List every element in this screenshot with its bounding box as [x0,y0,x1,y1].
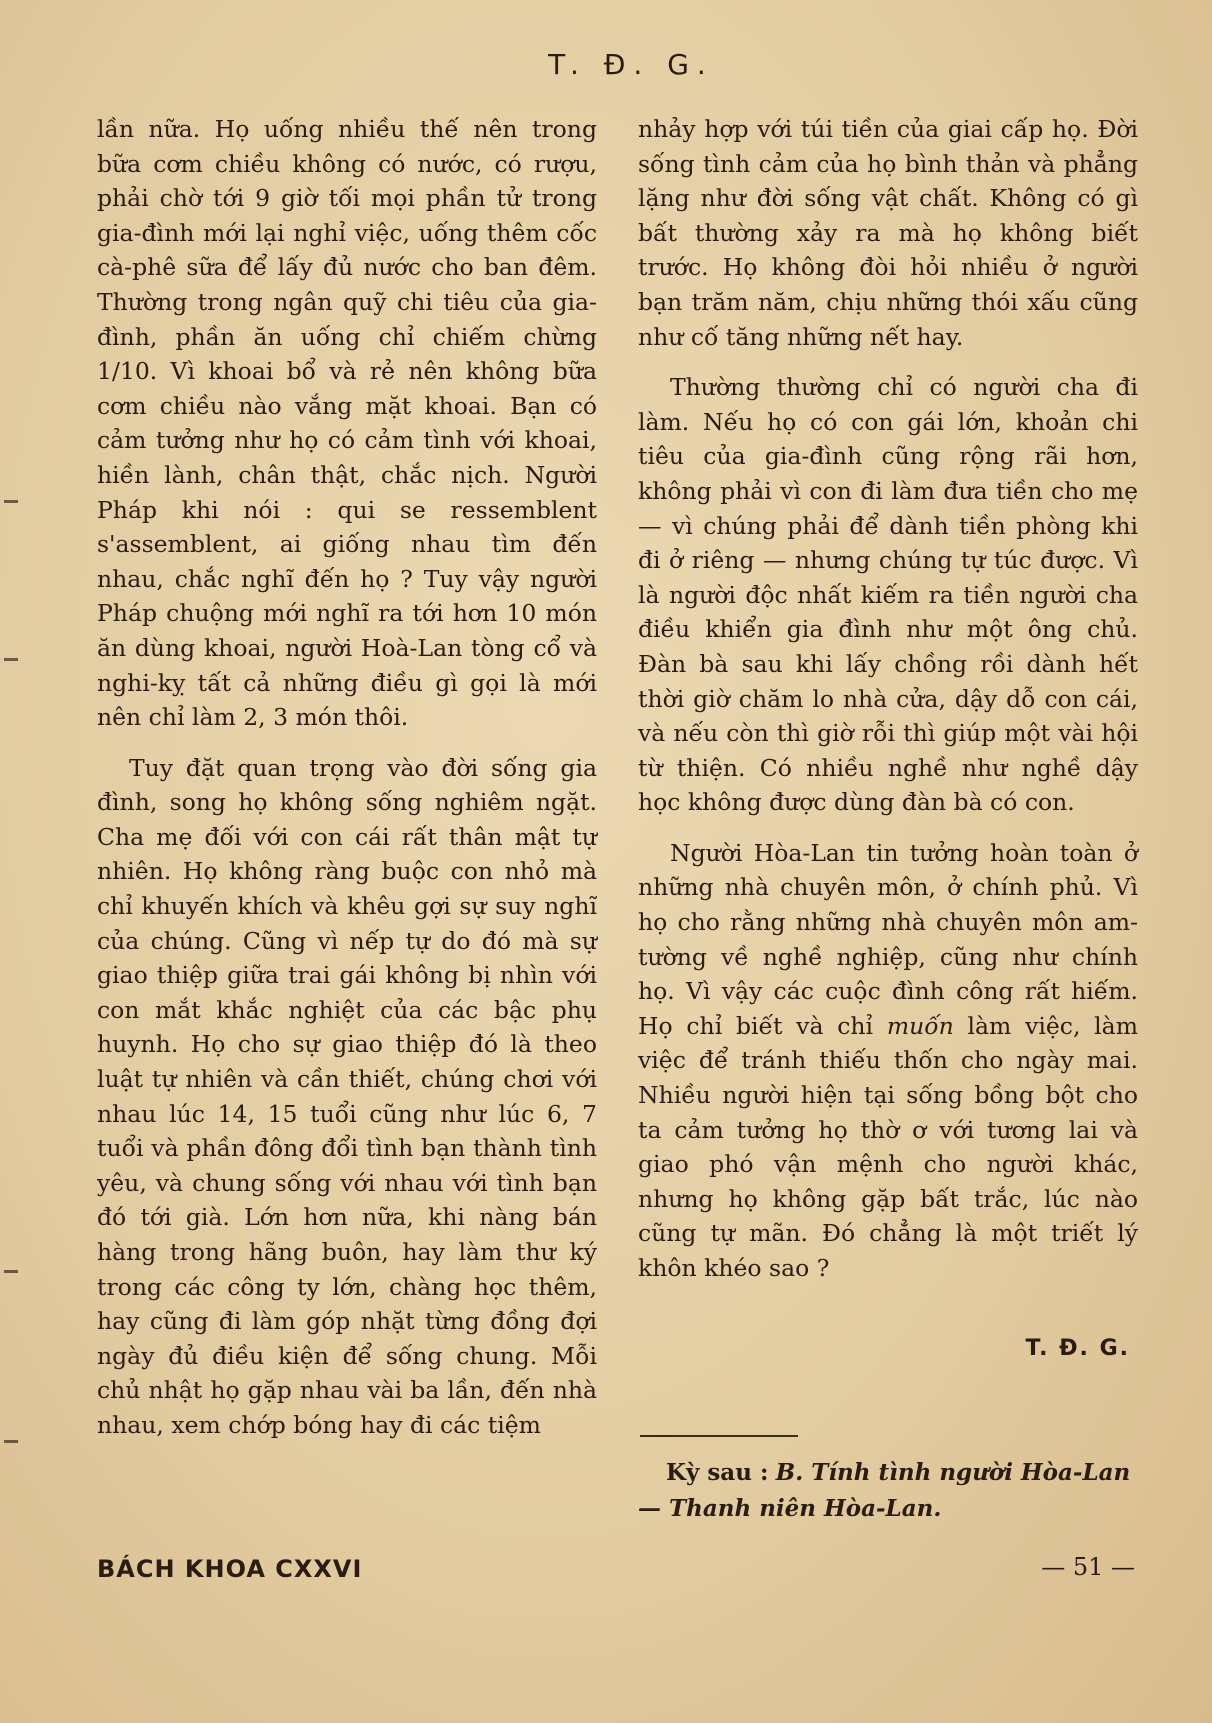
paragraph [638,836,1138,1286]
right-column [638,112,1138,1286]
publication-name: BÁCH KHOA CXXVI [97,1555,363,1583]
paragraph: Thường thường chỉ có người cha đi làm. Nếu họ có con gái lớn, khoản chi tiêu của gia-đình cũng rộng rãi hơn, không phải vì con đi làm đưa tiền cho mẹ — vì chúng phải để dành tiền phòng khi đi ở riêng — nhưng chúng tự túc được. Vì là người độc nhất kiếm ra tiền người cha điều khiển gia đình như một ông chủ. Đàn bà sau khi lấy chồng rồi dành hết thời giờ chăm lo nhà cửa, dậy dỗ con cái, và nếu còn thì giờ rỗi thì giúp một vài hội từ thiện. Có nhiều nghề như nghề dậy học không được dùng đàn bà có con. [638,373,1138,817]
paragraph: lần nữa. Họ uống nhiều thế nên trong bữa cơm chiều không có nước, có rượu, phải chờ tới 9 giờ tối mọi phần tử trong gia-đình mới lại nghỉ việc, uống thêm cốc cà-phê sữa để lấy đủ nước cho ban đêm. Thường trong ngân quỹ chi tiêu của gia-đình, phần ăn uống chỉ chiếm chừng 1/10. Vì khoai bổ và rẻ nên không bữa cơm chiều nào vắng mặt khoai. Bạn có cảm tưởng như họ có cảm tình với khoai, hiền lành, chân thật, chắc nịch. Người Pháp khi nói : qui se ressemblent s'assemblent, ai giống nhau tìm đến nhau, chắc nghĩ đến họ ? Tuy vậy người Pháp chuộng mới nghĩ ra tới hơn 10 món ăn dùng khoai, người Hoà-Lan tòng cổ và nghi-kỵ tất cả những điều gì gọi là mới nên chỉ làm 2, 3 món thôi. [97,115,597,732]
running-header: T. Đ. G. [548,48,714,81]
paragraph: Tuy đặt quan trọng vào đời sống gia đình, song họ không sống nghiêm ngặt. Cha mẹ đối với con cái rất thân mật tự nhiên. Họ không ràng buộc con nhỏ mà chỉ khuyến khích và khêu gợi sự suy nghĩ của chúng. Cũng vì nếp tự do đó mà sự giao thiệp giữa trai gái không bị nhìn với con mắt khắc nghiệt của các bậc phụ huynh. Họ cho sự giao thiệp đó là theo luật tự nhiên và cần thiết, chúng chơi với nhau lúc 14, 15 tuổi cũng như lúc 6, 7 tuổi và phần đông đổi tình bạn thành tình yêu, và chung sống với nhau với tình bạn đó tới già. Lớn hơn nữa, khi nàng bán hàng trong hãng buôn, hay làm thư ký trong các công ty lớn, chàng học thêm, hay cũng đi làm góp nhặt từng đồng đợi ngày đủ điều kiện để sống chung. Mỗi chủ nhật họ gặp nhau vài ba lần, đến nhà nhau, xem chớp bóng hay đi các tiệm [97,753,597,1439]
next-issue-title: B. Tính tình người Hòa-Lan — Thanh niên Hòa-Lan. [638,1459,1131,1522]
left-column [97,112,597,1443]
edge-mark [4,1440,18,1443]
emphasis-text: muốn [886,1011,954,1040]
edge-mark [4,500,18,503]
page-number: — 51 — [1041,1553,1135,1581]
paragraph-text: làm việc, làm việc để tránh thiếu thốn cho ngày mai. Nhiều người hiện tại sống bồng bột cho ta cảm tưởng họ thờ ơ với tương lai và giao phó vận mệnh cho người khác, nhưng họ không gặp bất trắc, lúc nào cũng tự mãn. Đó chẳng là một triết lý khôn khéo sao ? [638,1011,1138,1282]
paragraph: nhảy hợp với túi tiền của giai cấp họ. Đời sống tình cảm của họ bình thản và phẳng lặng như đời sống vật chất. Không có gì bất thường xảy ra mà họ không biết trước. Họ không đòi hỏi nhiều ở người bạn trăm năm, chịu những thói xấu cũng như cố tăng những nết hay. [638,115,1138,351]
paragraph-text: Người Hòa-Lan tin tưởng hoàn toàn ở những nhà chuyên môn, ở chính phủ. Vì họ cho rằng những nhà chuyên môn am-tường về nghề nghiệp, cũng như chính họ. Vì vậy các cuộc đình công rất hiếm. Họ chỉ biết và chỉ [638,838,1138,1040]
next-issue-label: Kỳ sau : [666,1459,769,1486]
next-issue-note [638,1455,1138,1527]
edge-mark [4,658,18,661]
edge-mark [4,1270,18,1273]
author-signature: T. Đ. G. [1025,1336,1130,1361]
divider [640,1435,798,1437]
